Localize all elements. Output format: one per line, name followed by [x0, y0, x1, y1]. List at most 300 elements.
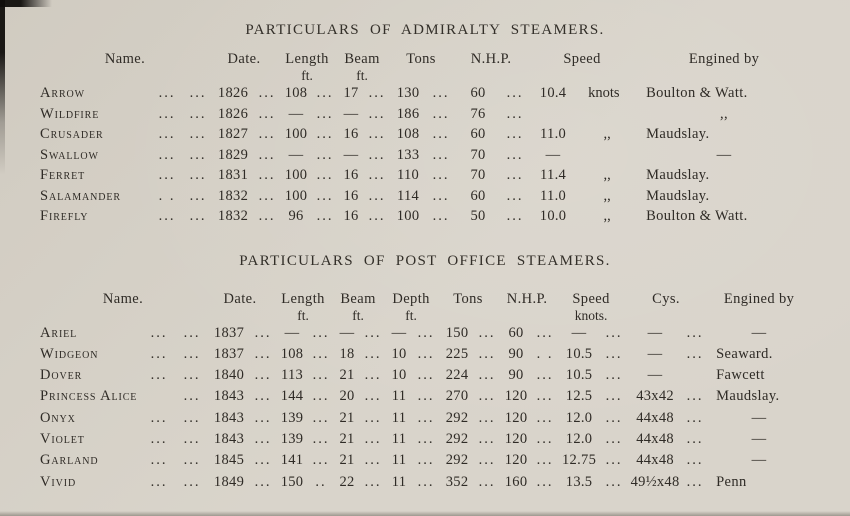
cell-ship-name: Firefly	[40, 208, 89, 224]
cell-engined-by: Seaward.	[716, 345, 773, 362]
cell-ship-name: Princess Alice	[40, 388, 138, 405]
col-header-date-sub	[206, 308, 274, 323]
cell-beam: 16	[343, 167, 359, 183]
cell-date: 1827	[217, 126, 249, 142]
cell-dot-leader: ...	[183, 473, 201, 490]
cell-dot-leader: ...	[686, 430, 704, 447]
cell-tons: 114	[397, 187, 420, 204]
cell-depth: 10	[391, 367, 407, 384]
cell-tons: 292	[445, 409, 469, 426]
cell-dot-leader: ...	[150, 345, 168, 362]
cell-date: 1849	[213, 473, 245, 490]
cell-dot-leader: ...	[368, 146, 386, 163]
col-header-nhp	[454, 51, 528, 83]
cell-ship-name: Vivid	[40, 473, 77, 490]
cell-ship-name: Widgeon	[40, 345, 99, 362]
cell-length: 100	[284, 187, 308, 204]
cell-dot-leader: ...	[536, 324, 554, 341]
cell-tons: 352	[445, 473, 469, 490]
cell-length: —	[288, 105, 304, 122]
col-header-beam	[332, 291, 384, 323]
cell-engined-by: ,,	[720, 105, 729, 122]
cell-dot-leader: ...	[258, 208, 276, 224]
cell-dot-leader: ...	[432, 208, 450, 224]
cell-speed: 12.0	[565, 430, 593, 447]
cell-dot-leader: ...	[316, 85, 334, 101]
cell-length: 139	[280, 430, 304, 447]
cell-speed: 13.5	[565, 473, 593, 490]
cell-dot-leader: . .	[536, 345, 554, 362]
cell-length: 139	[280, 409, 304, 426]
cell-dot-leader: ...	[312, 430, 330, 447]
cell-nhp: 90	[508, 345, 524, 362]
col-header-cys-sub	[626, 308, 706, 323]
cell-dot-leader: ...	[183, 409, 201, 426]
cell-speed-unit	[578, 104, 636, 125]
cell-dot-leader: ...	[316, 167, 334, 183]
cell-dot-leader: ...	[432, 167, 450, 183]
cell-dot-leader: ...	[506, 167, 524, 183]
col-header-depth	[384, 291, 438, 323]
cell-date: 1837	[213, 324, 245, 341]
steamer-row	[40, 145, 812, 166]
scan-edge-left	[0, 0, 5, 175]
cell-engined-by: Fawcett	[716, 367, 765, 384]
col-header-beam-label: Beam	[340, 290, 376, 307]
cell-dot-leader: ...	[254, 367, 272, 384]
cell-dot-leader: ...	[506, 146, 524, 163]
cell-tons: 100	[396, 208, 420, 224]
cell-speed-value: 10.4	[539, 85, 567, 101]
cell-tons: 133	[396, 146, 420, 163]
cell-cylinders: —	[647, 324, 663, 341]
cell-speed-value: 11.4	[540, 167, 567, 183]
cell-beam: 21	[339, 409, 355, 426]
cell-date: 1829	[217, 146, 249, 163]
cell-dot-leader: ...	[183, 324, 201, 341]
cell-dot-leader: ...	[478, 388, 496, 405]
cell-dot-leader: ...	[150, 409, 168, 426]
col-header-tons	[438, 291, 498, 323]
col-header-length-label: Length	[281, 290, 325, 307]
cell-dot-leader: ...	[432, 105, 450, 122]
col-header-tons-sub	[388, 68, 454, 83]
col-header-date	[210, 51, 278, 83]
cell-dot-leader: ...	[158, 85, 176, 101]
steamer-row	[40, 165, 812, 186]
cell-dot-leader: ...	[506, 187, 524, 204]
cell-dot-leader: . .	[158, 187, 176, 204]
cell-dot-leader: ...	[183, 388, 201, 405]
cell-speed: 10.5	[565, 345, 593, 362]
cell-dot-leader: ...	[254, 345, 272, 362]
cell-dot-leader: ...	[686, 409, 704, 426]
cell-speed-unit	[578, 145, 636, 166]
cell-dot-leader: ...	[254, 452, 272, 469]
cell-dot-leader: ...	[536, 473, 554, 490]
cell-nhp: 60	[470, 126, 486, 142]
cell-dot-leader: ...	[605, 409, 623, 426]
cell-dot-leader: ...	[189, 187, 207, 204]
cell-dot-leader: ...	[686, 324, 704, 341]
col-header-tons-sub	[438, 308, 498, 323]
cell-date: 1837	[213, 345, 245, 362]
cell-dot-leader: ...	[417, 345, 435, 362]
cell-depth: 11	[391, 388, 407, 405]
cell-dot-leader: ...	[605, 367, 623, 384]
cell-dot-leader: ...	[364, 367, 382, 384]
cell-dot-leader: ...	[506, 85, 524, 101]
cell-dot-leader: ...	[506, 126, 524, 142]
cell-dot-leader: ...	[364, 473, 382, 490]
cell-dot-leader: ...	[150, 324, 168, 341]
col-header-cys-label: Cys.	[652, 290, 680, 307]
cell-length: 113	[280, 367, 304, 384]
cell-depth: 11	[391, 409, 407, 426]
cell-nhp: 50	[470, 208, 486, 224]
cell-dot-leader: ...	[417, 409, 435, 426]
cell-dot-leader: ...	[183, 452, 201, 469]
cell-depth: —	[391, 324, 407, 341]
admiralty-table-title: PARTICULARS OF ADMIRALTY STEAMERS.	[245, 22, 605, 38]
cell-cylinders: 49½x48	[630, 473, 680, 490]
cell-tons: 150	[445, 324, 469, 341]
cell-dot-leader: ...	[254, 409, 272, 426]
cell-speed-unit: ,,	[603, 187, 611, 204]
cell-dot-leader: ...	[254, 430, 272, 447]
cell-dot-leader: ...	[258, 146, 276, 163]
cell-dot-leader: ...	[258, 85, 276, 101]
cell-nhp: 90	[508, 367, 524, 384]
cell-dot-leader: ...	[158, 105, 176, 122]
col-header-nhp-sub	[498, 308, 556, 323]
cell-dot-leader: ...	[417, 430, 435, 447]
col-header-tons	[388, 51, 454, 83]
cell-ship-name: Arrow	[40, 85, 85, 101]
steamer-row	[40, 408, 812, 429]
cell-dot-leader: ...	[312, 367, 330, 384]
cell-dot-leader: ...	[316, 146, 334, 163]
cell-nhp: 60	[470, 85, 486, 101]
cell-dot-leader: ...	[368, 167, 386, 183]
steamer-row	[40, 206, 812, 227]
cell-depth: 10	[391, 345, 407, 362]
cell-cylinders: —	[647, 345, 663, 362]
cell-ship-name: Onyx	[40, 409, 76, 426]
col-header-date	[206, 291, 274, 323]
cell-length: 100	[284, 126, 308, 142]
cell-dot-leader: ...	[686, 473, 704, 490]
col-header-name-sub	[40, 68, 210, 83]
cell-engined-by: Boulton & Watt.	[646, 85, 748, 101]
col-header-engined-by-sub	[636, 68, 812, 83]
col-header-nhp-sub	[454, 68, 528, 83]
steamer-row	[40, 365, 812, 386]
cell-speed-unit: knots	[588, 85, 620, 101]
cell-dot-leader: ...	[316, 126, 334, 142]
cell-dot-leader: ...	[150, 367, 168, 384]
cell-dot-leader: ...	[150, 452, 168, 469]
cell-dot-leader: ...	[605, 324, 623, 341]
admiralty-table	[40, 51, 812, 227]
cell-beam: 22	[339, 473, 355, 490]
cell-dot-leader: ...	[254, 324, 272, 341]
cell-dot-leader: ...	[605, 473, 623, 490]
cell-ship-name: Wildfire	[40, 105, 100, 122]
cell-date: 1840	[213, 367, 245, 384]
cell-dot-leader: ...	[364, 345, 382, 362]
cell-cylinders: 44x48	[636, 409, 674, 426]
cell-dot-leader: ...	[536, 430, 554, 447]
cell-date: 1826	[217, 85, 249, 101]
col-header-length-label: Length	[285, 51, 329, 67]
cell-beam: 20	[339, 388, 355, 405]
col-header-cys	[626, 291, 706, 323]
cell-engined-by: —	[751, 430, 767, 447]
cell-dot-leader: ...	[189, 146, 207, 163]
cell-engined-by: Maudslay.	[646, 167, 710, 183]
cell-ship-name: Salamander	[40, 187, 121, 204]
cell-tons: 292	[445, 452, 469, 469]
cell-speed: 12.75	[562, 452, 597, 469]
cell-dot-leader: ...	[506, 105, 524, 122]
cell-dot-leader: ...	[432, 187, 450, 204]
cell-length: 150	[280, 473, 304, 490]
cell-date: 1843	[213, 409, 245, 426]
col-header-speed	[556, 291, 626, 323]
cell-beam: 21	[339, 430, 355, 447]
cell-nhp: 120	[504, 452, 528, 469]
cell-length: 100	[284, 167, 308, 183]
cell-tons: 110	[397, 167, 420, 183]
cell-dot-leader: ...	[368, 85, 386, 101]
col-header-beam-label: Beam	[344, 51, 380, 67]
cell-dot-leader: ...	[364, 430, 382, 447]
cell-dot-leader: ...	[364, 324, 382, 341]
cell-dot-leader: ...	[478, 430, 496, 447]
col-header-speed	[528, 51, 636, 83]
cell-dot-leader: ...	[368, 105, 386, 122]
col-header-tons-label: Tons	[406, 51, 436, 67]
col-header-speed-sub: knots.	[574, 307, 608, 323]
cell-dot-leader: ...	[478, 452, 496, 469]
cell-speed-value: 11.0	[540, 126, 567, 142]
cell-dot-leader: ...	[312, 324, 330, 341]
cell-dot-leader: ...	[183, 345, 201, 362]
cell-dot-leader: ...	[258, 126, 276, 142]
cell-date: 1843	[213, 388, 245, 405]
cell-beam: 16	[343, 187, 359, 204]
cell-dot-leader: ..	[315, 473, 327, 490]
cell-nhp: 120	[504, 388, 528, 405]
cell-tons: 108	[396, 126, 420, 142]
cell-ship-name: Swallow	[40, 146, 99, 163]
cell-speed: 12.0	[565, 409, 593, 426]
cell-dot-leader: ...	[312, 409, 330, 426]
col-header-name-label: Name.	[104, 51, 146, 67]
cell-dot-leader: ...	[417, 324, 435, 341]
cell-dot-leader: ...	[150, 430, 168, 447]
cell-dot-leader: ...	[312, 345, 330, 362]
cell-cylinders: —	[647, 367, 663, 384]
col-header-name	[40, 51, 210, 83]
cell-dot-leader: ...	[189, 85, 207, 101]
cell-ship-name: Ariel	[40, 324, 78, 341]
cell-engined-by: Maudslay.	[646, 187, 710, 204]
cell-length: 144	[280, 388, 304, 405]
cell-beam: —	[343, 146, 359, 163]
cell-dot-leader: ...	[316, 105, 334, 122]
col-header-length-sub: ft.	[297, 307, 309, 323]
cell-engined-by: —	[751, 324, 767, 341]
cell-dot-leader: ...	[432, 85, 450, 101]
cell-dot-leader: ...	[316, 187, 334, 204]
col-header-depth-label: Depth	[392, 290, 430, 307]
cell-dot-leader	[140, 386, 178, 407]
cell-tons: 186	[396, 105, 420, 122]
col-header-date-label: Date.	[223, 290, 257, 307]
cell-nhp: 60	[470, 187, 486, 204]
cell-dot-leader: ...	[368, 187, 386, 204]
cell-dot-leader: ...	[368, 126, 386, 142]
cell-engined-by: —	[716, 146, 732, 163]
cell-dot-leader: ...	[364, 388, 382, 405]
cell-beam: 18	[339, 345, 355, 362]
cell-engined-by: Maudslay.	[716, 388, 780, 405]
col-header-depth-sub: ft.	[405, 307, 417, 323]
cell-ship-name: Ferret	[40, 167, 86, 183]
cell-nhp: 120	[504, 409, 528, 426]
col-header-name-label: Name.	[102, 290, 144, 307]
postoffice-header-row	[40, 291, 812, 323]
cell-beam: 16	[343, 126, 359, 142]
cell-dot-leader: ...	[536, 452, 554, 469]
cell-dot-leader: ...	[417, 367, 435, 384]
cell-beam: 21	[339, 452, 355, 469]
cell-tons: 270	[445, 388, 469, 405]
cell-ship-name: Violet	[40, 430, 85, 447]
cell-dot-leader: ...	[158, 167, 176, 183]
cell-dot-leader: ...	[189, 126, 207, 142]
cell-engined-by: Boulton & Watt.	[646, 208, 748, 224]
col-header-speed-label: Speed	[572, 290, 610, 307]
cell-dot-leader: ...	[364, 409, 382, 426]
cell-speed: 12.5	[565, 388, 593, 405]
steamer-row	[40, 323, 812, 344]
cell-depth: 11	[391, 452, 407, 469]
col-header-engined-by-label: Engined by	[723, 290, 795, 307]
cell-dot-leader: ...	[312, 388, 330, 405]
cell-nhp: 70	[470, 146, 486, 163]
cell-nhp: 120	[504, 430, 528, 447]
col-header-beam-sub: ft.	[356, 68, 368, 83]
cell-dot-leader: ...	[478, 324, 496, 341]
cell-dot-leader: ...	[316, 208, 334, 224]
col-header-date-label: Date.	[227, 51, 261, 67]
cell-dot-leader: ...	[368, 208, 386, 224]
cell-dot-leader: ...	[417, 388, 435, 405]
cell-dot-leader: ...	[686, 388, 704, 405]
cell-cylinders: 44x48	[636, 430, 674, 447]
cell-dot-leader: ...	[312, 452, 330, 469]
cell-dot-leader: ...	[258, 167, 276, 183]
cell-dot-leader: ...	[258, 105, 276, 122]
admiralty-header-row	[40, 51, 812, 83]
scan-edge-top	[0, 0, 52, 7]
cell-dot-leader: ...	[478, 409, 496, 426]
cell-beam: —	[343, 105, 359, 122]
cell-dot-leader: ...	[258, 187, 276, 204]
cell-engined-by: —	[751, 409, 767, 426]
cell-engined-by: —	[751, 452, 767, 469]
col-header-length-sub: ft.	[301, 68, 313, 83]
cell-dot-leader: ...	[189, 208, 207, 224]
cell-beam: 16	[343, 208, 359, 224]
cell-date: 1845	[213, 452, 245, 469]
steamer-row	[40, 83, 812, 104]
cell-engined-by: Penn	[716, 473, 747, 490]
cell-depth: 11	[391, 430, 407, 447]
cell-speed-value	[528, 104, 578, 125]
cell-dot-leader: ...	[506, 208, 524, 224]
col-header-tons-label: Tons	[453, 290, 483, 307]
cell-length: —	[288, 146, 304, 163]
steamer-row	[40, 472, 812, 493]
col-header-engined-by	[636, 51, 812, 83]
steamer-row	[40, 429, 812, 450]
cell-dot-leader: ...	[686, 452, 704, 469]
cell-nhp: 160	[504, 473, 528, 490]
cell-dot-leader: ...	[183, 367, 201, 384]
cell-length: 108	[280, 345, 304, 362]
cell-speed-value: 10.0	[539, 208, 567, 224]
cell-tons: 224	[445, 367, 469, 384]
cell-speed-unit: ,,	[603, 167, 611, 183]
cell-dot-leader: ...	[478, 367, 496, 384]
cell-beam: 21	[339, 367, 355, 384]
cell-dot-leader: ...	[158, 208, 176, 224]
col-header-speed-label: Speed	[563, 51, 601, 67]
steamer-row	[40, 104, 812, 125]
cell-engined-by: Maudslay.	[646, 126, 710, 142]
steamer-row	[40, 450, 812, 471]
cell-beam: —	[339, 324, 355, 341]
postoffice-table-title: PARTICULARS OF POST OFFICE STEAMERS.	[239, 252, 611, 269]
cell-dot-leader: ...	[417, 473, 435, 490]
col-header-name-sub	[40, 308, 206, 323]
cell-date: 1831	[217, 167, 249, 183]
cell-date: 1843	[213, 430, 245, 447]
cell-length: 141	[280, 452, 304, 469]
col-header-name	[40, 291, 206, 323]
cell-dot-leader: ...	[432, 126, 450, 142]
col-header-nhp-label: N.H.P.	[506, 290, 548, 307]
cell-speed: —	[571, 324, 587, 341]
cell-beam: 17	[343, 85, 359, 101]
cell-dot-leader: ...	[432, 146, 450, 163]
steamer-row	[40, 186, 812, 207]
cell-nhp: 76	[470, 105, 486, 122]
cell-depth: 11	[391, 473, 407, 490]
cell-cylinders: 43x42	[636, 388, 674, 405]
cell-dot-leader: ...	[478, 345, 496, 362]
cell-dot-leader: ...	[364, 452, 382, 469]
cell-dot-leader: ...	[189, 167, 207, 183]
col-header-length	[274, 291, 332, 323]
steamer-row	[40, 344, 812, 365]
cell-dot-leader: ...	[254, 473, 272, 490]
cell-dot-leader: ...	[158, 126, 176, 142]
